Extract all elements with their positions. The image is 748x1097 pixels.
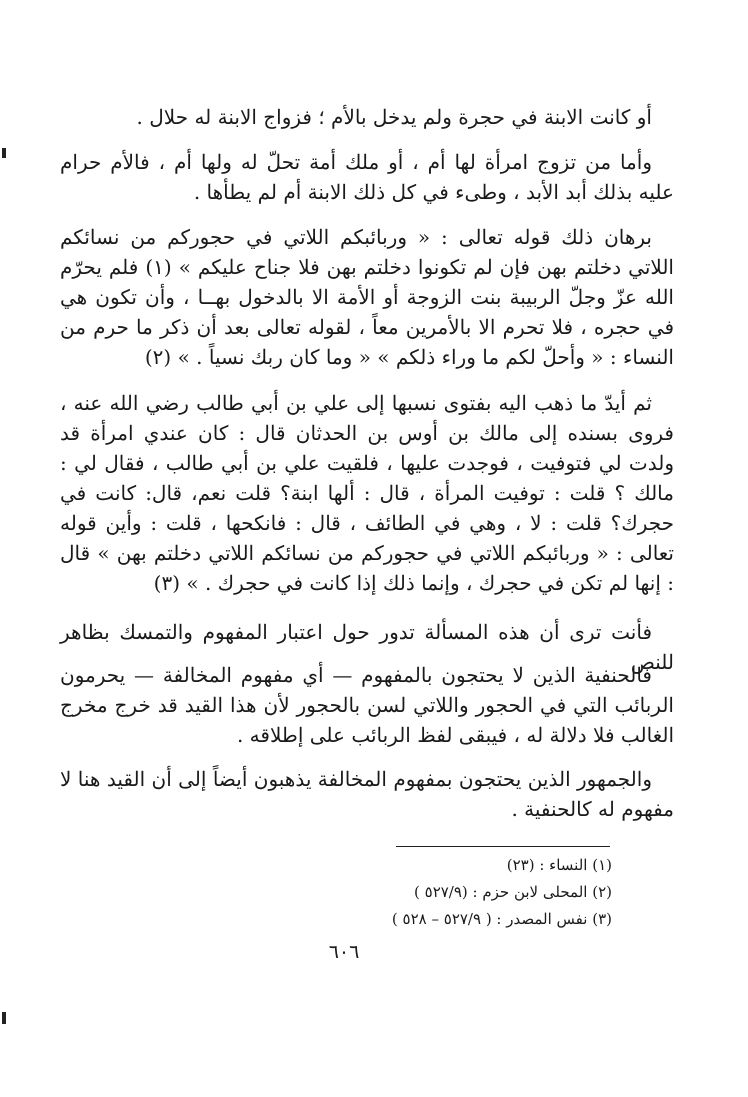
footnote-2: (٢) المحلى لابن حزم : (٥٢٧/٩ ) [414, 883, 612, 901]
paragraph-1-text: أو كانت الابنة في حجرة ولم يدخل بالأم ؛ فزواج الابنة له حلال . [136, 105, 652, 129]
footnote-1: (١) النساء : (٢٣) [506, 856, 612, 874]
paragraph-6-text: فالحنفية الذين لا يحتجون بالمفهوم — أي مفهوم المخالفة — يحرمون الربائب التي في الحجور واللاتي لسن بالحجور لأن هذا القيد قد خرج مخرج الغالب فلا دلالة له ، فيبقى لفظ الربائب على إطلاقه . [60, 663, 674, 747]
paragraph-7-text: والجمهور الذين يحتجون بمفهوم المخالفة يذهبون أيضاً إلى أن القيد هنا لا مفهوم له كالحنفية . [60, 767, 674, 821]
paragraph-2-text: وأما من تزوج امرأة لها أم ، أو ملك أمة تحلّ له ولها أم ، فالأم حرام عليه بذلك أبد الأبد ، وطىء في كل ذلك الابنة أم لم يطأها . [60, 150, 674, 204]
scan-artifact-mark [2, 1012, 6, 1024]
page-number: ٦٠٦ [328, 941, 360, 963]
paragraph-6 [60, 660, 674, 750]
footnote-divider [396, 846, 610, 847]
footnotes [300, 852, 612, 933]
paragraph-2 [60, 147, 674, 207]
paragraph-3 [60, 222, 674, 372]
paragraph-5-text: فأنت ترى أن هذه المسألة تدور حول اعتبار المفهوم والتمسك بظاهر للنص [60, 620, 674, 674]
footnote-3: (٣) نفس المصدر : ( ٥٢٧/٩ – ٥٢٨ ) [391, 910, 612, 928]
paragraph-3-text: برهان ذلك قوله تعالى : « وربائبكم اللاتي في حجوركم من نسائكم اللاتي دخلتم بهن فإن لم تكونوا دخلتم بهن فلا جناح عليكم » (١) فلم يحرّم الله عزّ وجلّ الربيبة بنت الزوجة أو الأمة الا بالدخول بهــا ، وأن تكون هي في حجره ، فلا تحرم الا بالأمرين معاً ، لقوله تعالى بعد أن ذكر ما حرم من النساء : « وأحلّ لكم ما وراء ذلكم » « وما كان ربك نسياً . » (٢) [60, 225, 674, 369]
paragraph-4-text: ثم أيدّ ما ذهب اليه بفتوى نسبها إلى علي بن أبي طالب رضي الله عنه ، فروى بسنده إلى مالك بن أوس بن الحدثان قال : كان عندي امرأة قد ولدت لي فتوفيت ، فوجدت عليها ، فلقيت علي بن أبي طالب ، فقال لي : مالك ؟ قلت : توفيت المرأة ، قال : ألها ابنة؟ قلت نعم، قال: كانت في حجرك؟ قلت : لا ، وهي في الطائف ، قال : فانكحها ، قلت : وأين قوله تعالى : « وربائبكم اللاتي في حجوركم من نسائكم اللاتي دخلتم بهن » قال : إنها لم تكن في حجرك ، وإنما ذلك إذا كانت في حجرك . » (٣) [60, 391, 674, 595]
paragraph-7 [60, 764, 674, 824]
scan-artifact-mark [2, 148, 6, 158]
paragraph-4 [60, 388, 674, 598]
paragraph-1 [60, 102, 674, 132]
